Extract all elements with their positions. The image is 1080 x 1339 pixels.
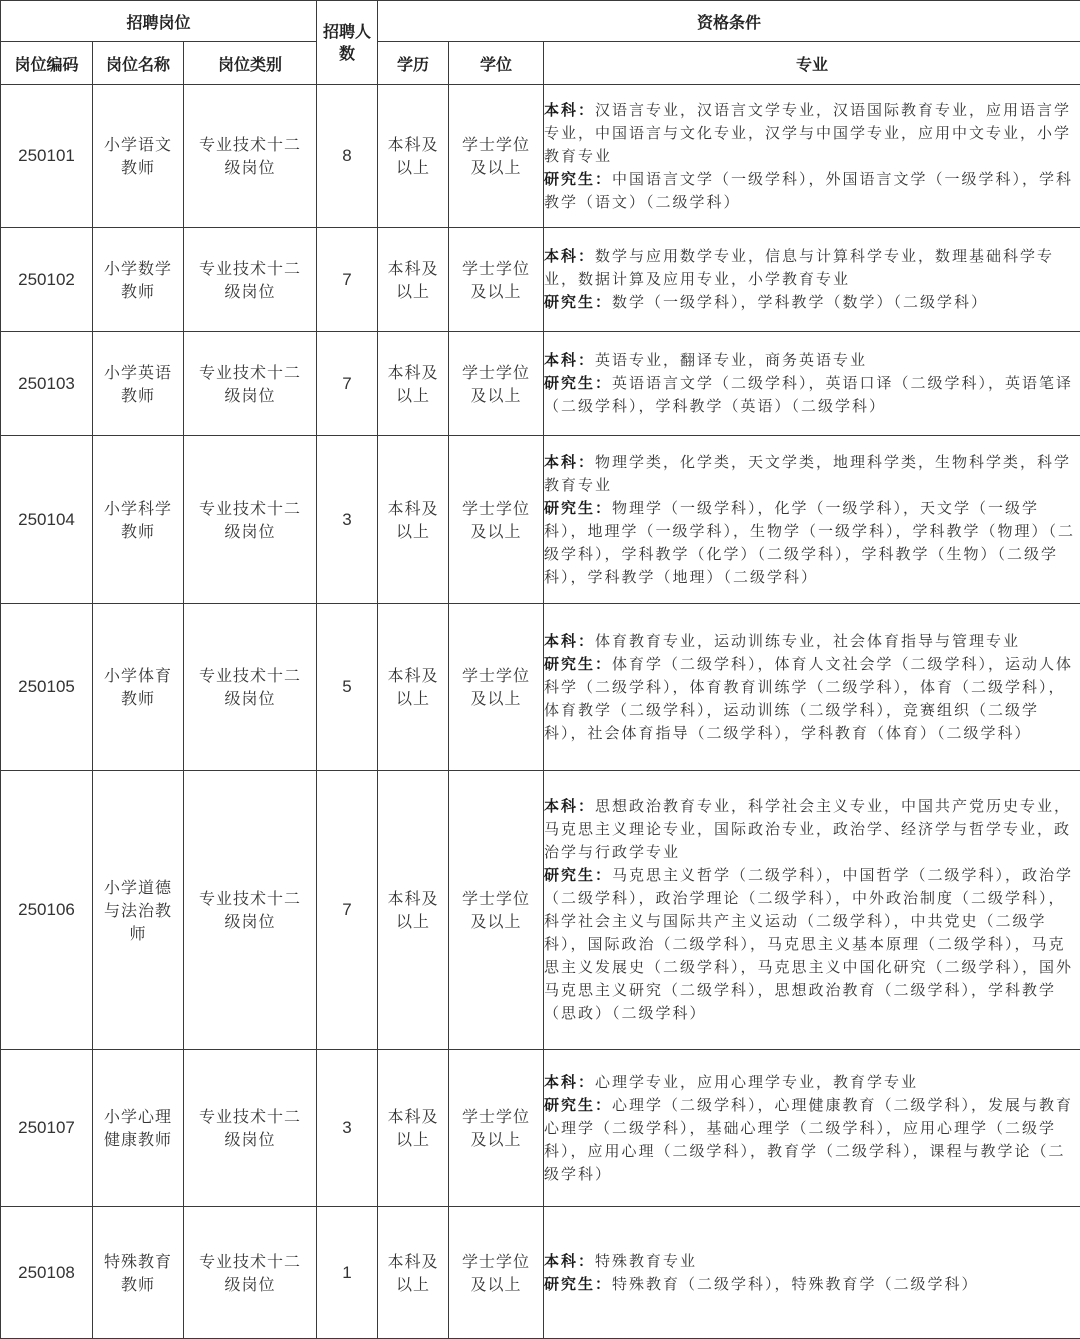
undergrad-line — [544, 451, 1080, 497]
grad-majors: 中国语言文学（一级学科），外国语言文学（一级学科），学科教学（语文）（二级学科） — [544, 169, 1074, 211]
undergrad-line — [544, 349, 1080, 372]
grad-label: 研究生： — [544, 374, 613, 392]
grad-label: 研究生： — [544, 293, 613, 311]
undergrad-majors: 思想政治教育专业，科学社会主义专业，中国共产党历史专业，马克思主义理论专业，国际政治专业，政治学、经济学与哲学专业，政治学与行政学专业 — [544, 797, 1072, 861]
grad-line — [544, 291, 1080, 314]
undergrad-label: 本科： — [544, 1251, 596, 1270]
post-type: 专业技术十二级岗位 — [184, 332, 317, 436]
recruit-count: 8 — [317, 85, 378, 228]
header-row-columns — [1, 42, 1080, 85]
grad-line — [544, 653, 1080, 745]
recruit-count: 7 — [317, 771, 378, 1050]
major-req — [544, 85, 1080, 228]
grad-line — [544, 168, 1080, 214]
recruit-count: 5 — [317, 604, 378, 771]
table-row — [1, 85, 1080, 228]
table-row — [1, 1050, 1080, 1207]
table-row — [1, 228, 1080, 332]
degree-req: 学士学位及以上 — [449, 436, 544, 604]
grad-majors: 物理学（一级学科），化学（一级学科），天文学（一级学科），地理学（一级学科），生物学（一级学科），学科教学（物理）（二级学科），学科教学（化学）（二级学科），学科教学（生物）（二级学科），学科教学（地理）（二级学科） — [544, 498, 1076, 586]
post-code: 250102 — [1, 228, 93, 332]
grad-majors: 体育学（二级学科），体育人文社会学（二级学科），运动人体科学（二级学科），体育教育训练学（二级学科），体育（二级学科），体育教学（二级学科），运动训练（二级学科），竞赛组织（二级学科），社会体育指导（二级学科），学科教育（体育）（二级学科） — [544, 654, 1074, 742]
recruit-count: 3 — [317, 1050, 378, 1207]
education-req: 本科及以上 — [378, 1050, 449, 1207]
grad-majors: 数学（一级学科），学科教学（数学）（二级学科） — [612, 293, 989, 311]
degree-req: 学士学位及以上 — [449, 1207, 544, 1339]
undergrad-line — [544, 795, 1080, 864]
header-type: 岗位类别 — [184, 42, 317, 85]
grad-majors: 心理学（二级学科），心理健康教育（二级学科），发展与教育心理学（二级学科），基础心理学（二级学科），应用心理学（二级学科），应用心理（二级学科），教育学（二级学科），课程与教学论（二级学科） — [544, 1095, 1074, 1183]
undergrad-line — [544, 1071, 1080, 1094]
undergrad-label: 本科： — [544, 452, 596, 471]
grad-label: 研究生： — [544, 1095, 613, 1114]
degree-req: 学士学位及以上 — [449, 332, 544, 436]
undergrad-majors: 特殊教育专业 — [595, 1251, 698, 1270]
degree-req: 学士学位及以上 — [449, 85, 544, 228]
post-code: 250108 — [1, 1207, 93, 1339]
recruit-count: 7 — [317, 332, 378, 436]
education-req: 本科及以上 — [378, 1207, 449, 1339]
degree-req: 学士学位及以上 — [449, 1050, 544, 1207]
grad-majors: 特殊教育（二级学科），特殊教育学（二级学科） — [612, 1274, 979, 1293]
undergrad-label: 本科： — [544, 100, 596, 119]
undergrad-line — [544, 99, 1080, 168]
undergrad-line — [544, 630, 1080, 653]
post-code: 250106 — [1, 771, 93, 1050]
grad-line — [544, 1273, 1080, 1296]
education-req: 本科及以上 — [378, 604, 449, 771]
post-code: 250104 — [1, 436, 93, 604]
recruit-count: 1 — [317, 1207, 378, 1339]
post-type: 专业技术十二级岗位 — [184, 1207, 317, 1339]
major-req — [544, 604, 1080, 771]
major-req — [544, 228, 1080, 332]
undergrad-label: 本科： — [544, 351, 596, 369]
recruit-count: 3 — [317, 436, 378, 604]
post-type: 专业技术十二级岗位 — [184, 228, 317, 332]
grad-majors: 英语语言文学（二级学科），英语口译（二级学科），英语笔译（二级学科），学科教学（英语）（二级学科） — [544, 374, 1074, 415]
grad-line — [544, 497, 1080, 589]
header-count: 招聘人数 — [317, 1, 378, 85]
header-group-qualification: 资格条件 — [378, 1, 1080, 42]
grad-label: 研究生： — [544, 1274, 613, 1293]
degree-req: 学士学位及以上 — [449, 604, 544, 771]
major-req — [544, 771, 1080, 1050]
header-major: 专业 — [544, 42, 1080, 85]
undergrad-majors: 数学与应用数学专业，信息与计算科学专业，数理基础科学专业，数据计算及应用专业，小学教育专业 — [544, 247, 1055, 288]
post-type: 专业技术十二级岗位 — [184, 1050, 317, 1207]
header-group-post: 招聘岗位 — [1, 1, 317, 42]
post-type: 专业技术十二级岗位 — [184, 604, 317, 771]
post-name: 小学体育教师 — [93, 604, 184, 771]
recruit-count: 7 — [317, 228, 378, 332]
post-code: 250105 — [1, 604, 93, 771]
undergrad-line — [544, 245, 1080, 291]
undergrad-majors: 体育教育专业，运动训练专业，社会体育指导与管理专业 — [595, 631, 1021, 650]
table-row — [1, 604, 1080, 771]
post-code: 250103 — [1, 332, 93, 436]
degree-req: 学士学位及以上 — [449, 228, 544, 332]
post-type: 专业技术十二级岗位 — [184, 85, 317, 228]
post-type: 专业技术十二级岗位 — [184, 771, 317, 1050]
major-req — [544, 1207, 1080, 1339]
grad-label: 研究生： — [544, 866, 613, 884]
grad-label: 研究生： — [544, 654, 613, 673]
post-name: 特殊教育教师 — [93, 1207, 184, 1339]
table-row — [1, 771, 1080, 1050]
undergrad-majors: 心理学专业，应用心理学专业，教育学专业 — [595, 1072, 919, 1091]
education-req: 本科及以上 — [378, 436, 449, 604]
post-name: 小学语文教师 — [93, 85, 184, 228]
major-req — [544, 436, 1080, 604]
education-req: 本科及以上 — [378, 85, 449, 228]
undergrad-label: 本科： — [544, 797, 596, 815]
grad-line — [544, 1094, 1080, 1186]
header-degree: 学位 — [449, 42, 544, 85]
education-req: 本科及以上 — [378, 771, 449, 1050]
grad-majors: 马克思主义哲学（二级学科），中国哲学（二级学科），政治学（二级学科），政治学理论（二级学科），中外政治制度（二级学科），科学社会主义与国际共产主义运动（二级学科），中共党史（二级学科），国际政治（二级学科），马克思主义基本原理（二级学科），马克思主义发展史（二级学科），马克思主义中国化研究（二级学科），国外马克思主义研究（二级学科），思想政治教育（二级学科），学科教学（思政）（二级学科） — [544, 866, 1074, 1022]
table-row — [1, 436, 1080, 604]
grad-line — [544, 864, 1080, 1025]
header-code: 岗位编码 — [1, 42, 93, 85]
major-req — [544, 332, 1080, 436]
undergrad-majors: 汉语言专业，汉语言文学专业，汉语国际教育专业，应用语言学专业，中国语言与文化专业，汉学与中国学专业，应用中文专业，小学教育专业 — [544, 100, 1072, 165]
undergrad-label: 本科： — [544, 631, 596, 650]
header-name: 岗位名称 — [93, 42, 184, 85]
table-row — [1, 332, 1080, 436]
post-name: 小学数学教师 — [93, 228, 184, 332]
undergrad-majors: 英语专业，翻译专业，商务英语专业 — [595, 351, 868, 369]
major-req — [544, 1050, 1080, 1207]
grad-label: 研究生： — [544, 169, 613, 188]
undergrad-label: 本科： — [544, 1072, 596, 1091]
undergrad-label: 本科： — [544, 247, 596, 265]
post-code: 250107 — [1, 1050, 93, 1207]
post-code: 250101 — [1, 85, 93, 228]
header-row-group — [1, 1, 1080, 42]
degree-req: 学士学位及以上 — [449, 771, 544, 1050]
education-req: 本科及以上 — [378, 332, 449, 436]
undergrad-line — [544, 1250, 1080, 1273]
table-row — [1, 1207, 1080, 1339]
header-education: 学历 — [378, 42, 449, 85]
undergrad-majors: 物理学类，化学类，天文学类，地理科学类，生物科学类，科学教育专业 — [544, 452, 1072, 494]
post-name: 小学心理健康教师 — [93, 1050, 184, 1207]
grad-line — [544, 372, 1080, 418]
grad-label: 研究生： — [544, 498, 613, 517]
post-name: 小学道德与法治教师 — [93, 771, 184, 1050]
post-type: 专业技术十二级岗位 — [184, 436, 317, 604]
post-name: 小学英语教师 — [93, 332, 184, 436]
post-name: 小学科学教师 — [93, 436, 184, 604]
education-req: 本科及以上 — [378, 228, 449, 332]
